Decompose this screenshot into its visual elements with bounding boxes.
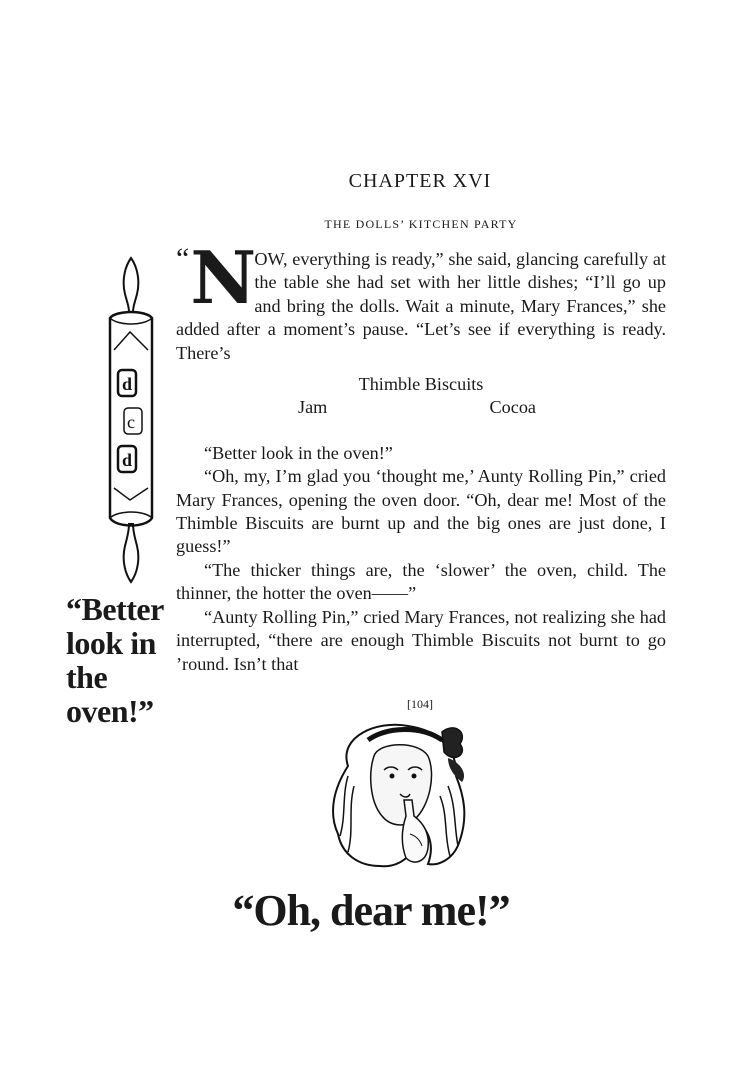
paragraph-2: “Better look in the oven!” [204,442,393,463]
rolling-pin-illustration [96,252,166,592]
page-number: [104] [407,697,433,711]
chapter-title: CHAPTER XVI [348,170,492,192]
paragraph-4: “The thicker things are, the ‘slower’ the oven, child. The thinner, the hotter the oven——” [176,559,666,604]
svg-text:d: d [122,374,133,394]
chapter-subtitle: THE DOLLS’ KITCHEN PARTY [324,217,518,231]
drop-cap-letter: N [190,235,257,320]
paragraph-3: “Oh, my, I’m glad you ‘thought me,’ Aunty Rolling Pin,” cried Mary Frances, opening the oven door. “Oh, dear me! Most of the Thimble Biscuits are burnt up and the big ones are just done, I guess!” [176,466,666,557]
svg-text:d: d [122,450,133,470]
paragraph-1-text: OW, everything is ready,” she said, glancing carefully at the table she had set with her little dishes; “I’ll go up and bring the dolls. Wait a minute, Mary Frances,” she added after a moment’s pause. “Let’s see if everything is ready. There’s [176,249,666,363]
rolling-pin-caption: “Better look in the oven!” [66,591,164,729]
menu-item-cocoa: Cocoa [489,397,536,418]
paragraph-5: “Aunty Rolling Pin,” cried Mary Frances, not realizing she had interrupted, “there are enough Thimble Biscuits not burnt to go ’round. Isn’t that [176,606,666,674]
opening-quote: “ [176,242,190,275]
girl-caption: “Oh, dear me!” [232,886,510,935]
paragraph-1 [176,235,666,365]
story-text [176,235,666,676]
menu-item-thimble-biscuits: Thimble Biscuits [358,374,484,395]
menu-row [176,396,666,419]
girl-illustration [318,716,488,886]
menu-list [176,373,666,420]
menu-item-jam: Jam [298,397,328,418]
svg-text:c: c [127,412,135,432]
